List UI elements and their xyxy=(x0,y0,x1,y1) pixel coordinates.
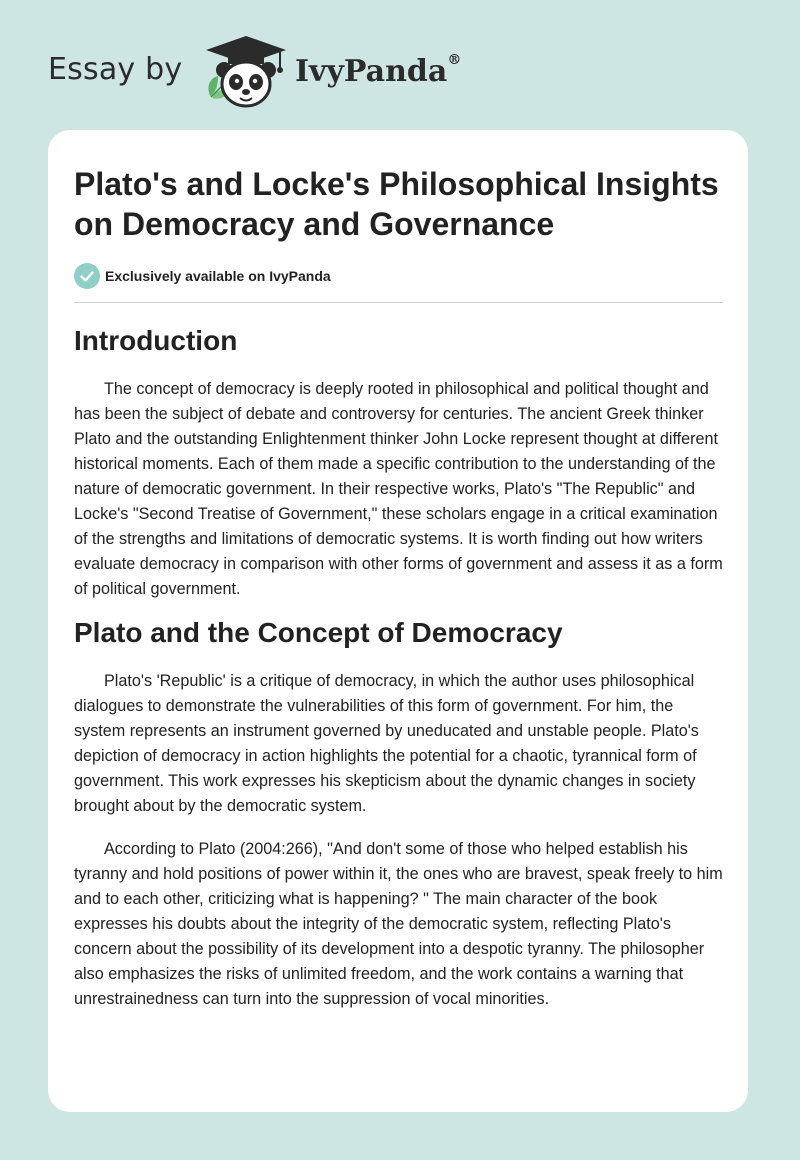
essay-by-label: Essay by xyxy=(48,52,183,87)
paragraph: According to Plato (2004:266), "And don't some of those who helped establish his tyranny and hold positions of power within it, the ones who are bravest, speak freely to him and to each other, criticizing what is happening? " The main character of the book expresses his doubts about the integrity of the democratic system, reflecting Plato's concern about the possibility of its development into a despotic tyranny. The philosopher also emphasizes the risks of unlimited freedom, and the work contains a warning that unrestrainedness can turn into the suppression of vocal minorities. xyxy=(74,840,723,1008)
essay-content xyxy=(74,324,724,1012)
panda-graduate-icon[interactable] xyxy=(200,34,292,110)
check-circle-icon xyxy=(74,263,100,289)
brand-name[interactable]: IvyPanda® xyxy=(295,52,462,89)
exclusive-badge xyxy=(74,263,331,289)
section-heading: Plato and the Concept of Democracy xyxy=(74,617,563,648)
section-heading: Introduction xyxy=(74,325,238,356)
site-header xyxy=(48,30,648,110)
divider xyxy=(74,302,723,303)
paragraph: Plato's 'Republic' is a critique of democracy, in which the author uses philosophical dialogues to demonstrate the vulnerabilities of this form of government. For him, the system represents an instrument governed by uneducated and unstable people. Plato's depiction of democracy in action highlights the potential for a chaotic, tyrannical form of government. This work expresses his skepticism about the dynamic changes in society brought about by the democratic system. xyxy=(74,672,699,815)
paragraph: The concept of democracy is deeply rooted in philosophical and political thought and has been the subject of debate and controversy for centuries. The ancient Greek thinker Plato and the outstanding Enlightenment thinker John Locke represent thought at different historical moments. Each of them made a specific contribution to the understanding of the nature of democratic government. In their respective works, Plato's "The Republic" and Locke's "Second Treatise of Government," these scholars engage in a critical examination of the strengths and limitations of democratic systems. It is worth finding out how writers evaluate democracy in comparison with other forms of government and assess it as a form of political government. xyxy=(74,380,723,598)
essay-card xyxy=(48,130,748,1112)
page-title: Plato's and Locke's Philosophical Insights on Democracy and Governance xyxy=(74,166,719,242)
badge-label: Exclusively available on IvyPanda xyxy=(105,268,331,284)
